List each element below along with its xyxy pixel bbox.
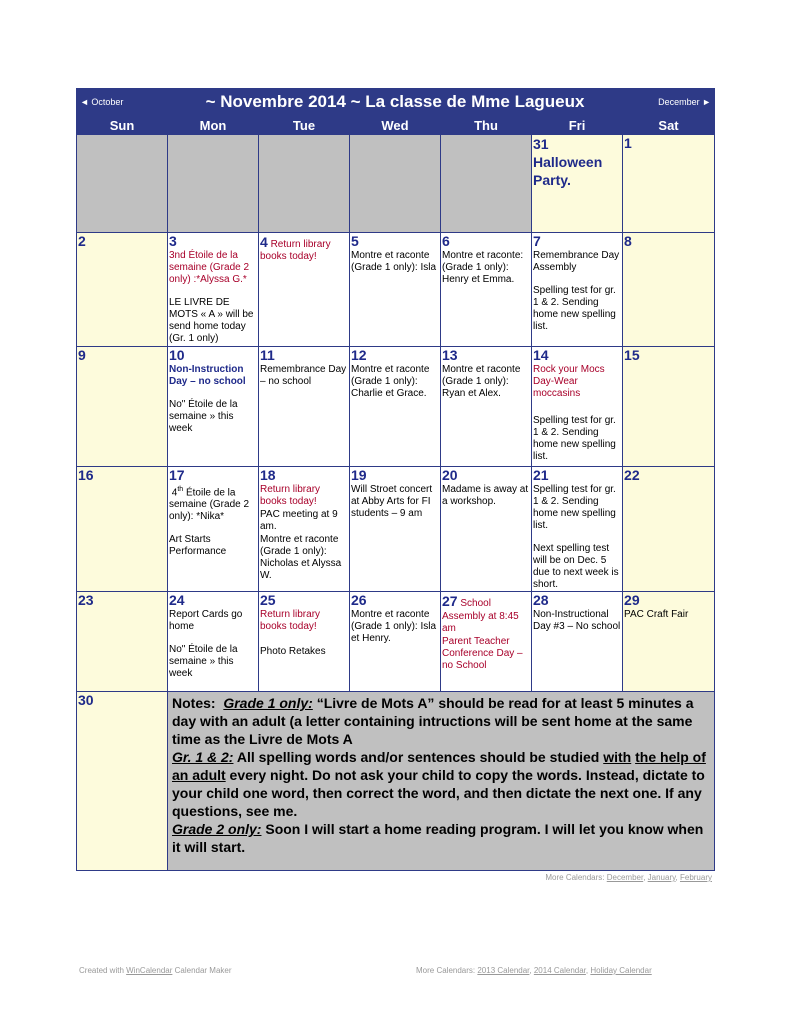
- notes-label: Notes:: [172, 695, 216, 711]
- day-number: 24: [169, 592, 185, 608]
- day-number: 21: [533, 467, 549, 483]
- day-number: 3: [169, 233, 177, 249]
- calendar-table: [76, 88, 715, 871]
- day-number: 25: [260, 592, 276, 608]
- day-event: Return library books today!: [260, 484, 321, 507]
- day-cell-17: [168, 467, 259, 592]
- empty-day-cell: [168, 135, 259, 233]
- day-event: Rock your Mocs Day-Wear moccasins: [533, 364, 605, 399]
- calendar-title-row: [77, 89, 715, 116]
- day-event: School: [460, 598, 491, 609]
- day-number: 6: [442, 233, 450, 249]
- day-number: 11: [260, 347, 275, 363]
- day-event: Montre et raconte (Grade 1 only): Isla et Henry.: [351, 609, 437, 644]
- day-event: Art Starts Performance: [169, 534, 227, 558]
- january-link[interactable]: January: [647, 873, 676, 882]
- day-event: LE LIVRE DE MOTS « A » will be send home today (Gr. 1 only): [169, 297, 254, 344]
- day-number: 4: [260, 234, 268, 250]
- weekday-sun: Sun: [77, 116, 168, 135]
- day-cell-15: [623, 347, 715, 467]
- day-cell-26: [350, 592, 441, 692]
- day-number: 14: [533, 347, 549, 363]
- day-event: Madame is away at a workshop.: [442, 484, 529, 507]
- day-cell-24: [168, 592, 259, 692]
- day-event: Spelling test for gr. 1 & 2. Sending home new spelling list.: [533, 415, 616, 462]
- day-cell-10: [168, 347, 259, 467]
- weekday-header-row: [77, 116, 715, 135]
- december-link[interactable]: December: [606, 873, 644, 882]
- day-number: 5: [351, 233, 359, 249]
- day-number: 20: [442, 467, 458, 483]
- day-number: 31: [533, 136, 549, 152]
- next-month-link[interactable]: December ►: [623, 89, 715, 116]
- week-row: [77, 692, 715, 871]
- weekday-sat: Sat: [623, 116, 715, 135]
- empty-day-cell: [350, 135, 441, 233]
- day-number: 30: [78, 692, 94, 708]
- day-event: Report Cards go home: [169, 609, 243, 632]
- week-row: [77, 592, 715, 692]
- grade1-note: “Livre de Mots A” should be read for at least 5 minutes a day with an adult (a letter containing intructions will be sent home at the same time as the Livre de Mots A: [172, 695, 694, 747]
- day-event: Will Stroet concert at Abby Arts for FI students – 9 am: [351, 484, 433, 519]
- week-row: [77, 347, 715, 467]
- day-event: Return library books today!: [260, 609, 321, 632]
- february-link[interactable]: February: [679, 873, 712, 882]
- empty-day-cell: [259, 135, 350, 233]
- day-number: 28: [533, 592, 549, 608]
- grade2-note: Soon I will start a home reading program. I will let you know when it will start.: [172, 821, 704, 855]
- footer-more-calendars: More Calendars: 2013 Calendar, 2014 Calendar, Holiday Calendar: [416, 966, 652, 975]
- day-cell-27: [441, 592, 532, 692]
- day-number: 13: [442, 347, 458, 363]
- grade12-note: All spelling words and/or sentences should be studied: [233, 749, 604, 765]
- day-event: Return library books today!: [260, 239, 331, 262]
- day-number: 22: [624, 467, 640, 483]
- day-event: Assembly at 8:45 am: [442, 611, 519, 634]
- holiday-calendar-link[interactable]: Holiday Calendar: [590, 966, 652, 975]
- week-row: [77, 467, 715, 592]
- weekday-thu: Thu: [441, 116, 532, 135]
- day-event: Montre et raconte (Grade 1 only): Nicholas et Alyssa W.: [260, 534, 342, 581]
- day-cell-5: [350, 233, 441, 347]
- day-cell-29: [623, 592, 715, 692]
- day-event: Halloween Party.: [533, 154, 603, 188]
- day-cell-2: [77, 233, 168, 347]
- day-event: Montre et raconte (Grade 1 only): Isla: [351, 250, 437, 273]
- day-event: No" Étoile de la semaine » this week: [169, 399, 238, 434]
- prev-month-link[interactable]: ◄ October: [77, 89, 168, 116]
- more-calendars: More Calendars: December, January, February: [545, 873, 712, 882]
- day-event: Remembrance Day – no school: [260, 364, 347, 387]
- empty-day-cell: [77, 135, 168, 233]
- day-event: Non-Instruction Day – no school: [169, 364, 246, 387]
- day-cell-14: [532, 347, 623, 467]
- calendar-title: ~ Novembre 2014 ~ La classe de Mme Lagueux: [168, 89, 623, 116]
- calendar-2013-link[interactable]: 2013 Calendar: [477, 966, 530, 975]
- day-number: 27: [442, 593, 458, 609]
- day-cell-19: [350, 467, 441, 592]
- day-number: 23: [78, 592, 94, 608]
- day-number: 2: [78, 233, 86, 249]
- day-cell-4: [259, 233, 350, 347]
- day-number: 18: [260, 467, 276, 483]
- weekday-fri: Fri: [532, 116, 623, 135]
- day-number: 9: [78, 347, 86, 363]
- grade12-emphasis: with: [603, 749, 632, 765]
- day-event: Photo Retakes: [260, 646, 326, 657]
- day-number: 8: [624, 233, 632, 249]
- day-cell-9: [77, 347, 168, 467]
- day-number: 16: [78, 467, 94, 483]
- weekday-tue: Tue: [259, 116, 350, 135]
- day-event: 4th Étoile de la semaine (Grade 2 only): *Nika*: [169, 486, 250, 523]
- day-cell-6: [441, 233, 532, 347]
- day-number: 10: [169, 347, 185, 363]
- day-number: 19: [351, 467, 367, 483]
- day-number: 26: [351, 592, 367, 608]
- grade2-label: Grade 2 only:: [172, 821, 262, 837]
- calendar-2014-link[interactable]: 2014 Calendar: [533, 966, 586, 975]
- weekday-mon: Mon: [168, 116, 259, 135]
- grade12-label: Gr. 1 & 2:: [172, 749, 234, 765]
- day-event: PAC meeting at 9 am.: [260, 509, 338, 532]
- day-event: PAC Craft Fair: [624, 609, 689, 620]
- day-number: 17: [169, 467, 185, 483]
- week-row: [77, 135, 715, 233]
- day-event: Next spelling test will be on Dec. 5 due to next week is short.: [533, 543, 619, 590]
- day-event: No" Étoile de la semaine » this week: [169, 644, 238, 679]
- week-row: [77, 233, 715, 347]
- day-number: 7: [533, 233, 541, 249]
- day-cell-8: [623, 233, 715, 347]
- day-event: Non-Instructional Day #3 – No school: [533, 609, 621, 632]
- day-cell-13: [441, 347, 532, 467]
- day-event: Montre et raconte: (Grade 1 only): Henry et Emma.: [442, 250, 524, 285]
- day-cell-3: [168, 233, 259, 347]
- day-number: 1: [624, 135, 632, 151]
- day-number: 29: [624, 592, 640, 608]
- footer-created: Created with WinCalendar Calendar Maker: [79, 966, 232, 975]
- day-event: Montre et raconte (Grade 1 only): Ryan et Alex.: [442, 364, 521, 399]
- day-event: Spelling test for gr. 1 & 2. Sending home new spelling list.: [533, 285, 616, 332]
- day-event: Remembrance Day Assembly: [533, 250, 620, 273]
- grade12-emphasis: the help of an adult: [172, 749, 706, 783]
- day-cell-28: [532, 592, 623, 692]
- wincalendar-link[interactable]: WinCalendar: [126, 966, 173, 975]
- day-event: Parent Teacher Conference Day – no School: [442, 636, 523, 671]
- day-event: Montre et raconte (Grade 1 only): Charlie et Grace.: [351, 364, 430, 399]
- day-cell-11: [259, 347, 350, 467]
- day-number: 15: [624, 347, 640, 363]
- day-number: 12: [351, 347, 367, 363]
- notes-cell: [168, 692, 715, 871]
- day-cell-oct31: [532, 135, 623, 233]
- day-cell-30: [77, 692, 168, 871]
- day-cell-1: [623, 135, 715, 233]
- weekday-wed: Wed: [350, 116, 441, 135]
- day-cell-21: [532, 467, 623, 592]
- day-cell-18: [259, 467, 350, 592]
- day-event: 3nd Étoile de la semaine (Grade 2 only) :*Alyssa G.*: [169, 250, 250, 285]
- day-cell-16: [77, 467, 168, 592]
- grade12-note: every night. Do not ask your child to copy the words. Instead, dictate to your child one word, then correct the word, and then dictate the next one. If any questions, see me.: [172, 767, 705, 819]
- day-cell-25: [259, 592, 350, 692]
- grade1-label: Grade 1 only:: [223, 695, 313, 711]
- day-event: Spelling test for gr. 1 & 2. Sending home new spelling list.: [533, 484, 616, 531]
- day-cell-20: [441, 467, 532, 592]
- day-cell-22: [623, 467, 715, 592]
- day-cell-7: [532, 233, 623, 347]
- empty-day-cell: [441, 135, 532, 233]
- day-cell-23: [77, 592, 168, 692]
- day-cell-12: [350, 347, 441, 467]
